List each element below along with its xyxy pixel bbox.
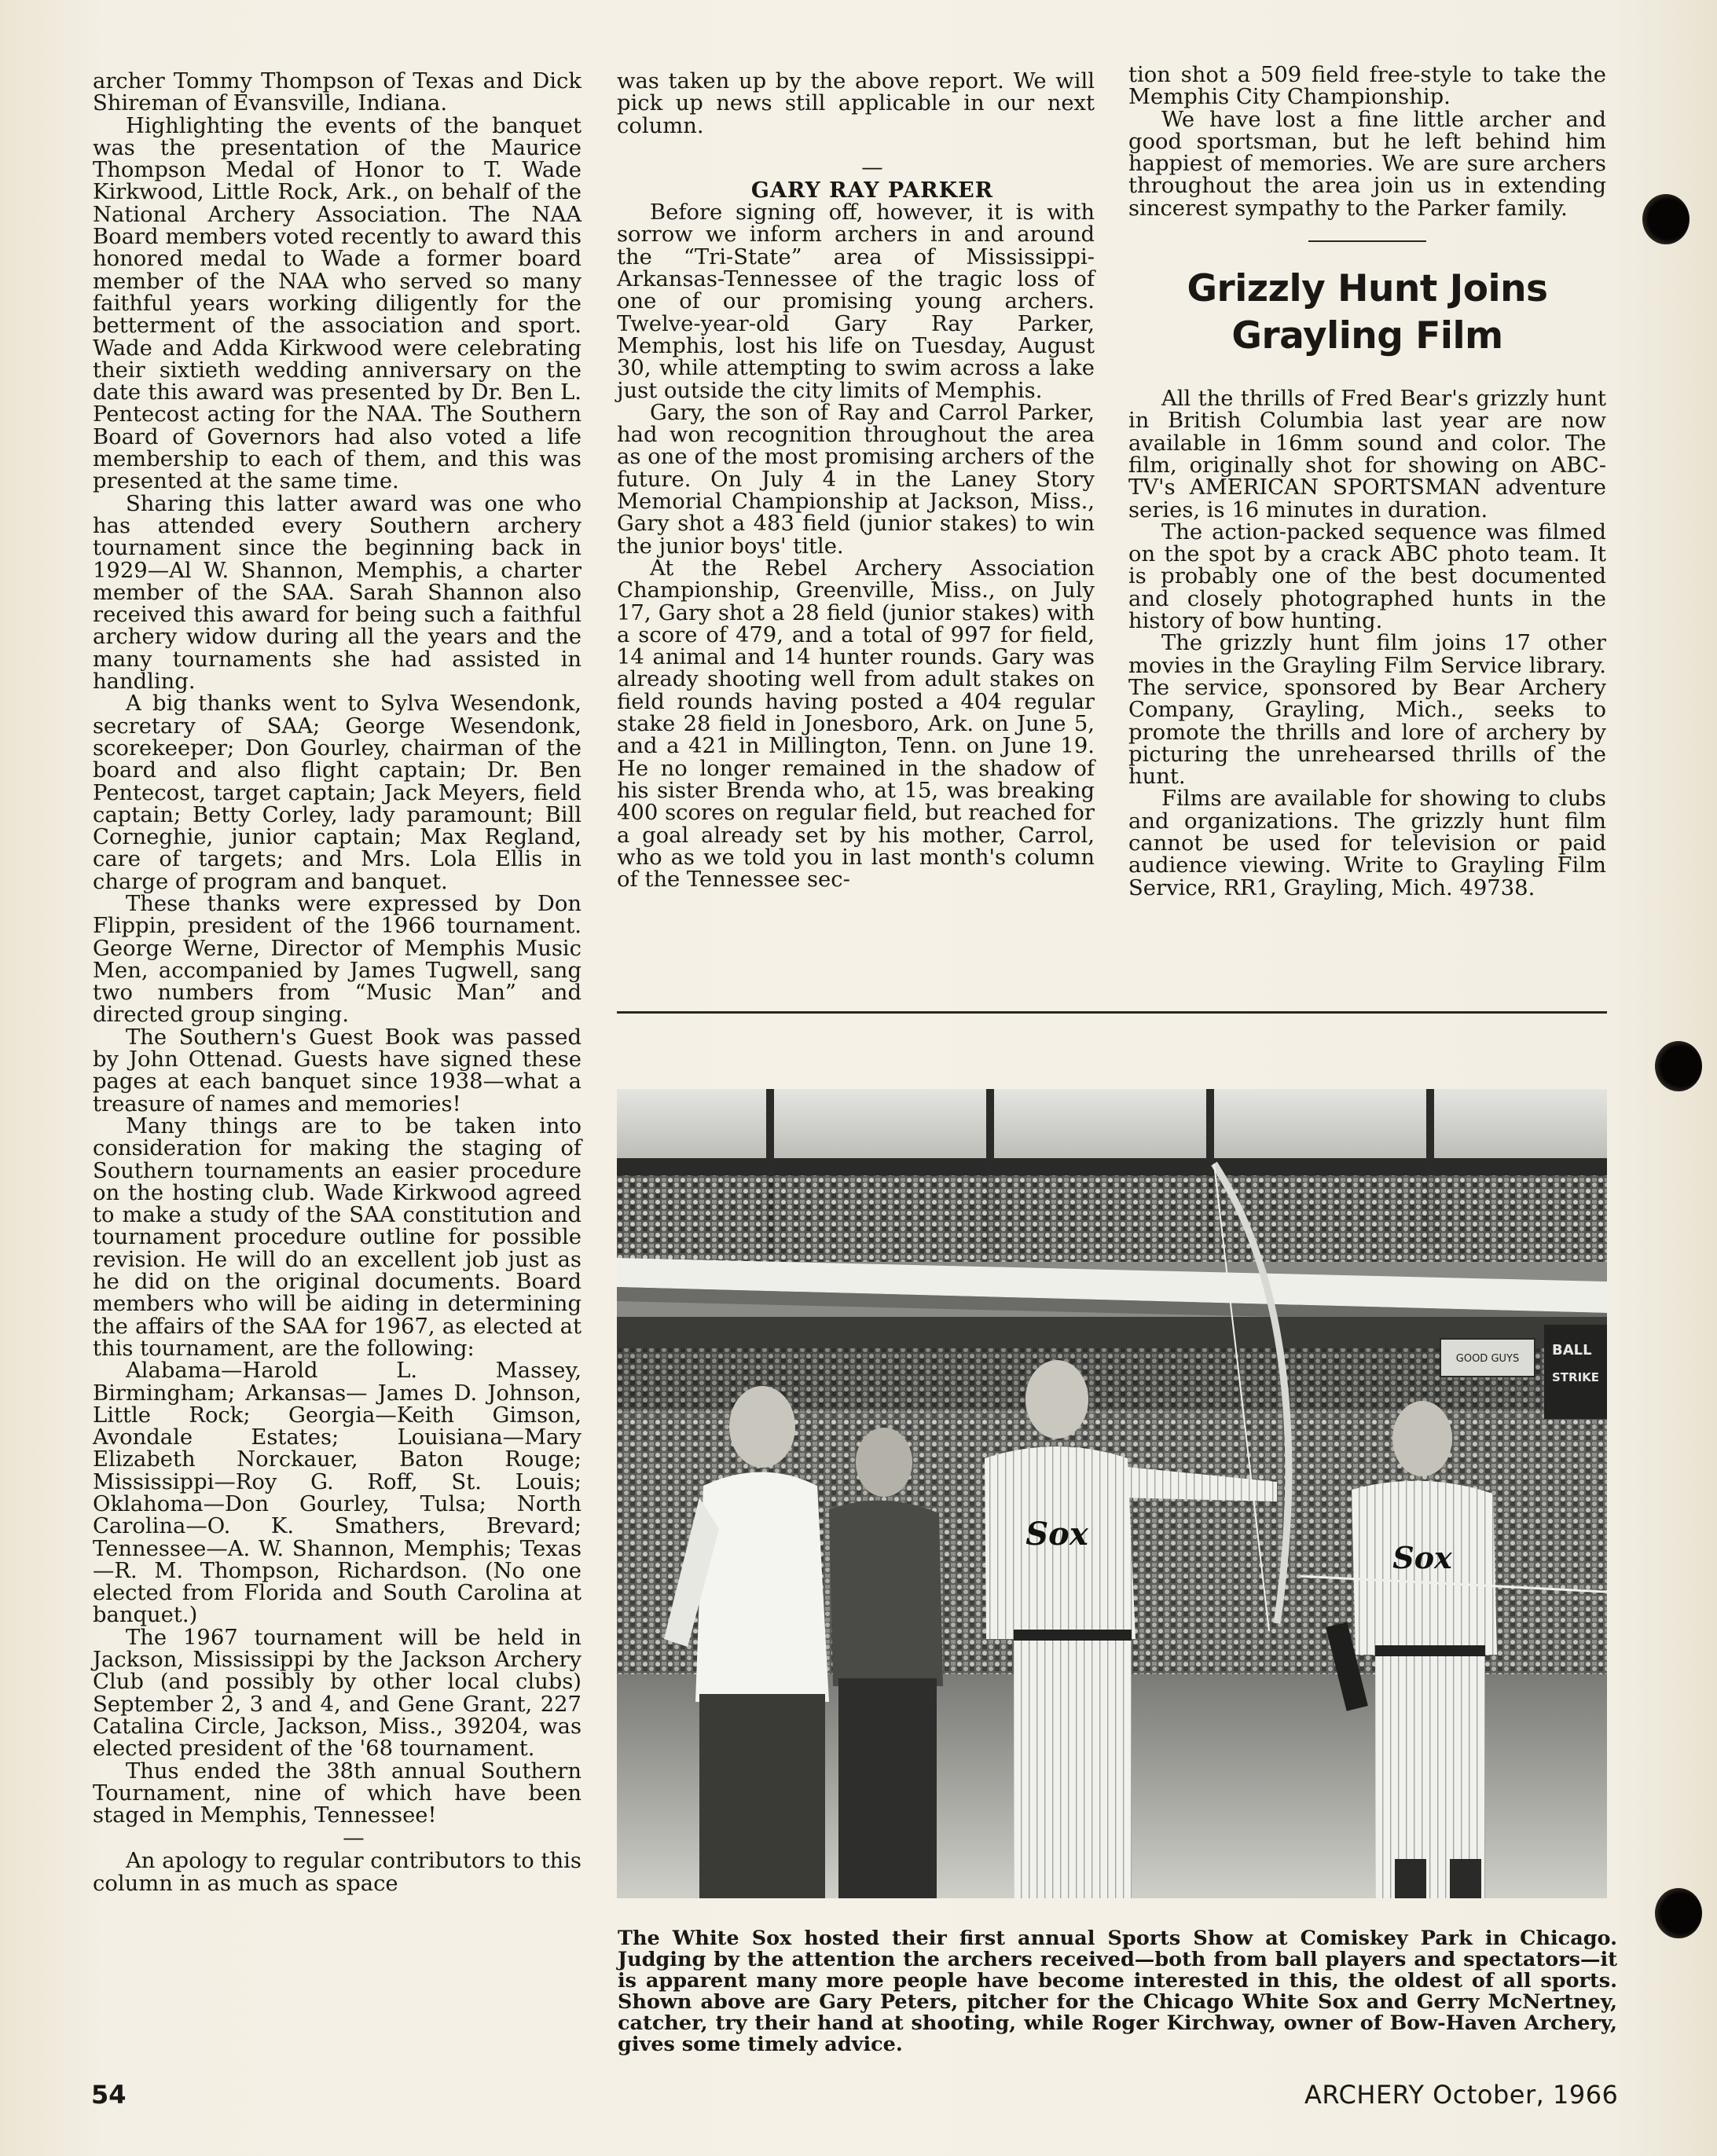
- col1-para-6: The Southern's Guest Book was passed by John Ottenad. Guests have signed these pages at each banquet since 1938—what a treasure of names and memories!: [93, 1025, 582, 1116]
- col1-divider: —: [343, 1826, 365, 1851]
- column-3: [1128, 64, 1606, 900]
- col2-intro: was taken up by the above report. We will pick up news still applicable in our next column.: [617, 69, 1095, 138]
- col1-para-7: Many things are to be taken into consideration for making the staging of Southern tournaments an easier procedure on the hosting club. Wade Kirkwood agreed to make a study of the SAA constitution and tournament procedure outline for possible revision. He will do an excellent job just as he did on the original documents. Board members who will be aiding in determining the affairs of the SAA for 1967, as elected at this tournament, are the following:: [93, 1113, 582, 1361]
- article-headline: [1128, 266, 1606, 360]
- stadium-sign: GOOD GUYS: [1455, 1353, 1520, 1365]
- scoreboard-ball: BALL: [1552, 1342, 1592, 1358]
- scoreboard-strike: STRIKE: [1552, 1370, 1600, 1384]
- photo-caption-text: The White Sox hosted their first annual Sports Show at Comiskey Park in Chicago. Judging by the attention the archers received—both from ball players and spectators—it is apparent many more people have become interested in this, the oldest of all sports. Shown above are Gary Peters, pitcher for the Chicago White Sox and Gerry McNertney, catcher, try their hand at shooting, while Roger Kirchway, owner of Bow-Haven Archery, gives some timely advice.: [618, 1927, 1617, 2056]
- page-number: 54: [91, 2080, 127, 2110]
- col1-para-9: The 1967 tournament will be held in Jackson, Mississippi by the Jackson Archery Club (and possibly by other local clubs) September 2, 3 and 4, and Gene Grant, 227 Catalina Circle, Jackson, Miss., 39204, was elected president of the '68 tournament.: [93, 1625, 582, 1762]
- article-para-2: The action-packed sequence was filmed on the spot by a crack ABC photo team. It is probably one of the best documented and closely photographed hunts in the history of bow hunting.: [1128, 519, 1606, 634]
- binder-hole-middle: [1655, 1041, 1702, 1091]
- col3-para-1: tion shot a 509 field free-style to take the Memphis City Championship.: [1128, 63, 1606, 110]
- article-para-3: The grizzly hunt film joins 17 other movies in the Grayling Film Service library. The service, sponsored by Bear Archery Company, Grayling, Mich., seeks to promote the thrills and lore of archery by picturing the unrehearsed thrills of the hunt.: [1128, 631, 1606, 790]
- col1-para-10: Thus ended the 38th annual Southern Tournament, nine of which have been staged in Memphis, Tennessee!: [93, 1758, 582, 1828]
- column-1: [93, 71, 582, 1895]
- article-para-1: All the thrills of Fred Bear's grizzly hunt in British Columbia last year are now available in 16mm sound and color. The film, originally shot for showing on ABC-TV's AMERICAN SPORTSMAN adventure series, is 16 minutes in duration.: [1128, 387, 1606, 522]
- photo-caption: [618, 1928, 1617, 2055]
- section-divider: [1308, 240, 1426, 242]
- col1-para-4: A big thanks went to Sylva Wesendonk, secretary of SAA; George Wesendonk, scorekeeper; Don Gourley, chairman of the board and also flight captain; Dr. Ben Pentecost, target captain; Jack Meyers, field captain; Betty Corley, lady paramount; Bill Corneghie, junior captain; Max Regland, care of targets; and Mrs. Lola Ellis in charge of program and banquet.: [93, 691, 582, 894]
- col1-para-8: Alabama—Harold L. Massey, Birmingham; Arkansas— James D. Johnson, Little Rock; Georgia—Keith Gimson, Avondale Estates; Louisiana—Mary Elizabeth Norckauer, Baton Rouge; Mississippi—Roy G. Roff, St. Louis; Oklahoma—Don Gourley, Tulsa; North Carolina—O. K. Smathers, Brevard; Tennessee—A. W. Shannon, Memphis; Texas—R. M. Thompson, Richardson. (No one elected from Florida and South Carolina at banquet.): [93, 1358, 582, 1628]
- col2-para-3: At the Rebel Archery Association Championship, Greenville, Miss., on July 17, Gary shot a 28 field (junior stakes) with a score of 479, and a total of 997 for field, 14 animal and 14 hunter rounds. Gary was already shooting well from adult stakes on field rounds having posted a 404 regular stake 28 field in Jonesboro, Ark. on June 5, and a 421 in Millington, Tenn. on June 19. He no longer remained in the shadow of his sister Brenda who, at 15, was breaking 400 scores on regular field, but reached for a goal already set by his mother, Carrol, who as we told you in last month's column of the Tennessee sec-: [617, 556, 1095, 893]
- photo-archery-at-comiskey-park: [617, 1089, 1607, 1898]
- photo-illustration: [617, 1089, 1607, 1898]
- jersey-logo-center: Sox: [1025, 1516, 1088, 1553]
- col1-para-2: Highlighting the events of the banquet was the presentation of the Maurice Thompson Medal of Honor to T. Wade Kirkwood, Little Rock, Ark., on behalf of the National Archery Association. The NAA Board members voted recently to award this honored medal to Wade a former board member of the NAA who served so many faithful years working diligently for the betterment of the association and sport. Wade and Adda Kirkwood were celebrating their sixtieth wedding anniversary on the date this award was presented by Dr. Ben L. Pentecost acting for the NAA. The Southern Board of Governors had also voted a life membership to each of them, and this was presented at the same time.: [93, 113, 582, 494]
- col1-para-3: Sharing this latter award was one who has attended every Southern archery tournament since the beginning back in 1929—Al W. Shannon, Memphis, a charter member of the SAA. Sarah Shannon also received this award for being such a faithful archery widow during all the years and the many tournaments she had assisted in handling.: [93, 491, 582, 695]
- col1-para-1: archer Tommy Thompson of Texas and Dick Shireman of Evansville, Indiana.: [93, 69, 582, 116]
- col1-para-11: An apology to regular contributors to this column in as much as space: [93, 1849, 582, 1896]
- binder-hole-bottom: [1655, 1888, 1702, 1938]
- headline-line-1: Grizzly Hunt Joins: [1187, 267, 1548, 311]
- horizontal-rule: [617, 1011, 1607, 1014]
- binder-hole-top: [1642, 194, 1689, 244]
- col3-para-2: We have lost a fine little archer and good sportsman, but he left behind him happiest of memories. We are sure archers throughout the area join us in extending sincerest sympathy to the Parker family.: [1128, 107, 1606, 221]
- running-footer: ARCHERY October, 1966: [1304, 2080, 1619, 2110]
- col2-para-1: Before signing off, however, it is with sorrow we inform archers in and around the “Tri-State” area of Mississippi-Arkansas-Tennessee of the tragic loss of one of our promising young archers. Twelve-year-old Gary Ray Parker, Memphis, lost his life on Tuesday, August 30, while attempting to swim across a lake just outside the city limits of Memphis.: [617, 200, 1095, 403]
- obituary-subhead: GARY RAY PARKER: [750, 178, 994, 203]
- headline-line-2: Grayling Film: [1231, 314, 1503, 358]
- col2-para-2: Gary, the son of Ray and Carrol Parker, had won recognition throughout the area as one of the most promising archers of the future. On July 4 in the Laney Story Memorial Championship at Jackson, Miss., Gary shot a 483 field (junior stakes) to win the junior boys' title.: [617, 400, 1095, 559]
- col1-para-5: These thanks were expressed by Don Flippin, president of the 1966 tournament. George Werne, Director of Memphis Music Men, accompanied by James Tugwell, sang two numbers from “Music Man” and directed group singing.: [93, 891, 582, 1028]
- col2-divider: —: [861, 155, 883, 180]
- column-2: [617, 71, 1095, 891]
- article-para-4: Films are available for showing to clubs and organizations. The grizzly hunt film cannot be used for television or paid audience viewing. Write to Grayling Film Service, RR1, Grayling, Mich. 49738.: [1128, 786, 1606, 900]
- jersey-logo-right: Sox: [1392, 1540, 1452, 1575]
